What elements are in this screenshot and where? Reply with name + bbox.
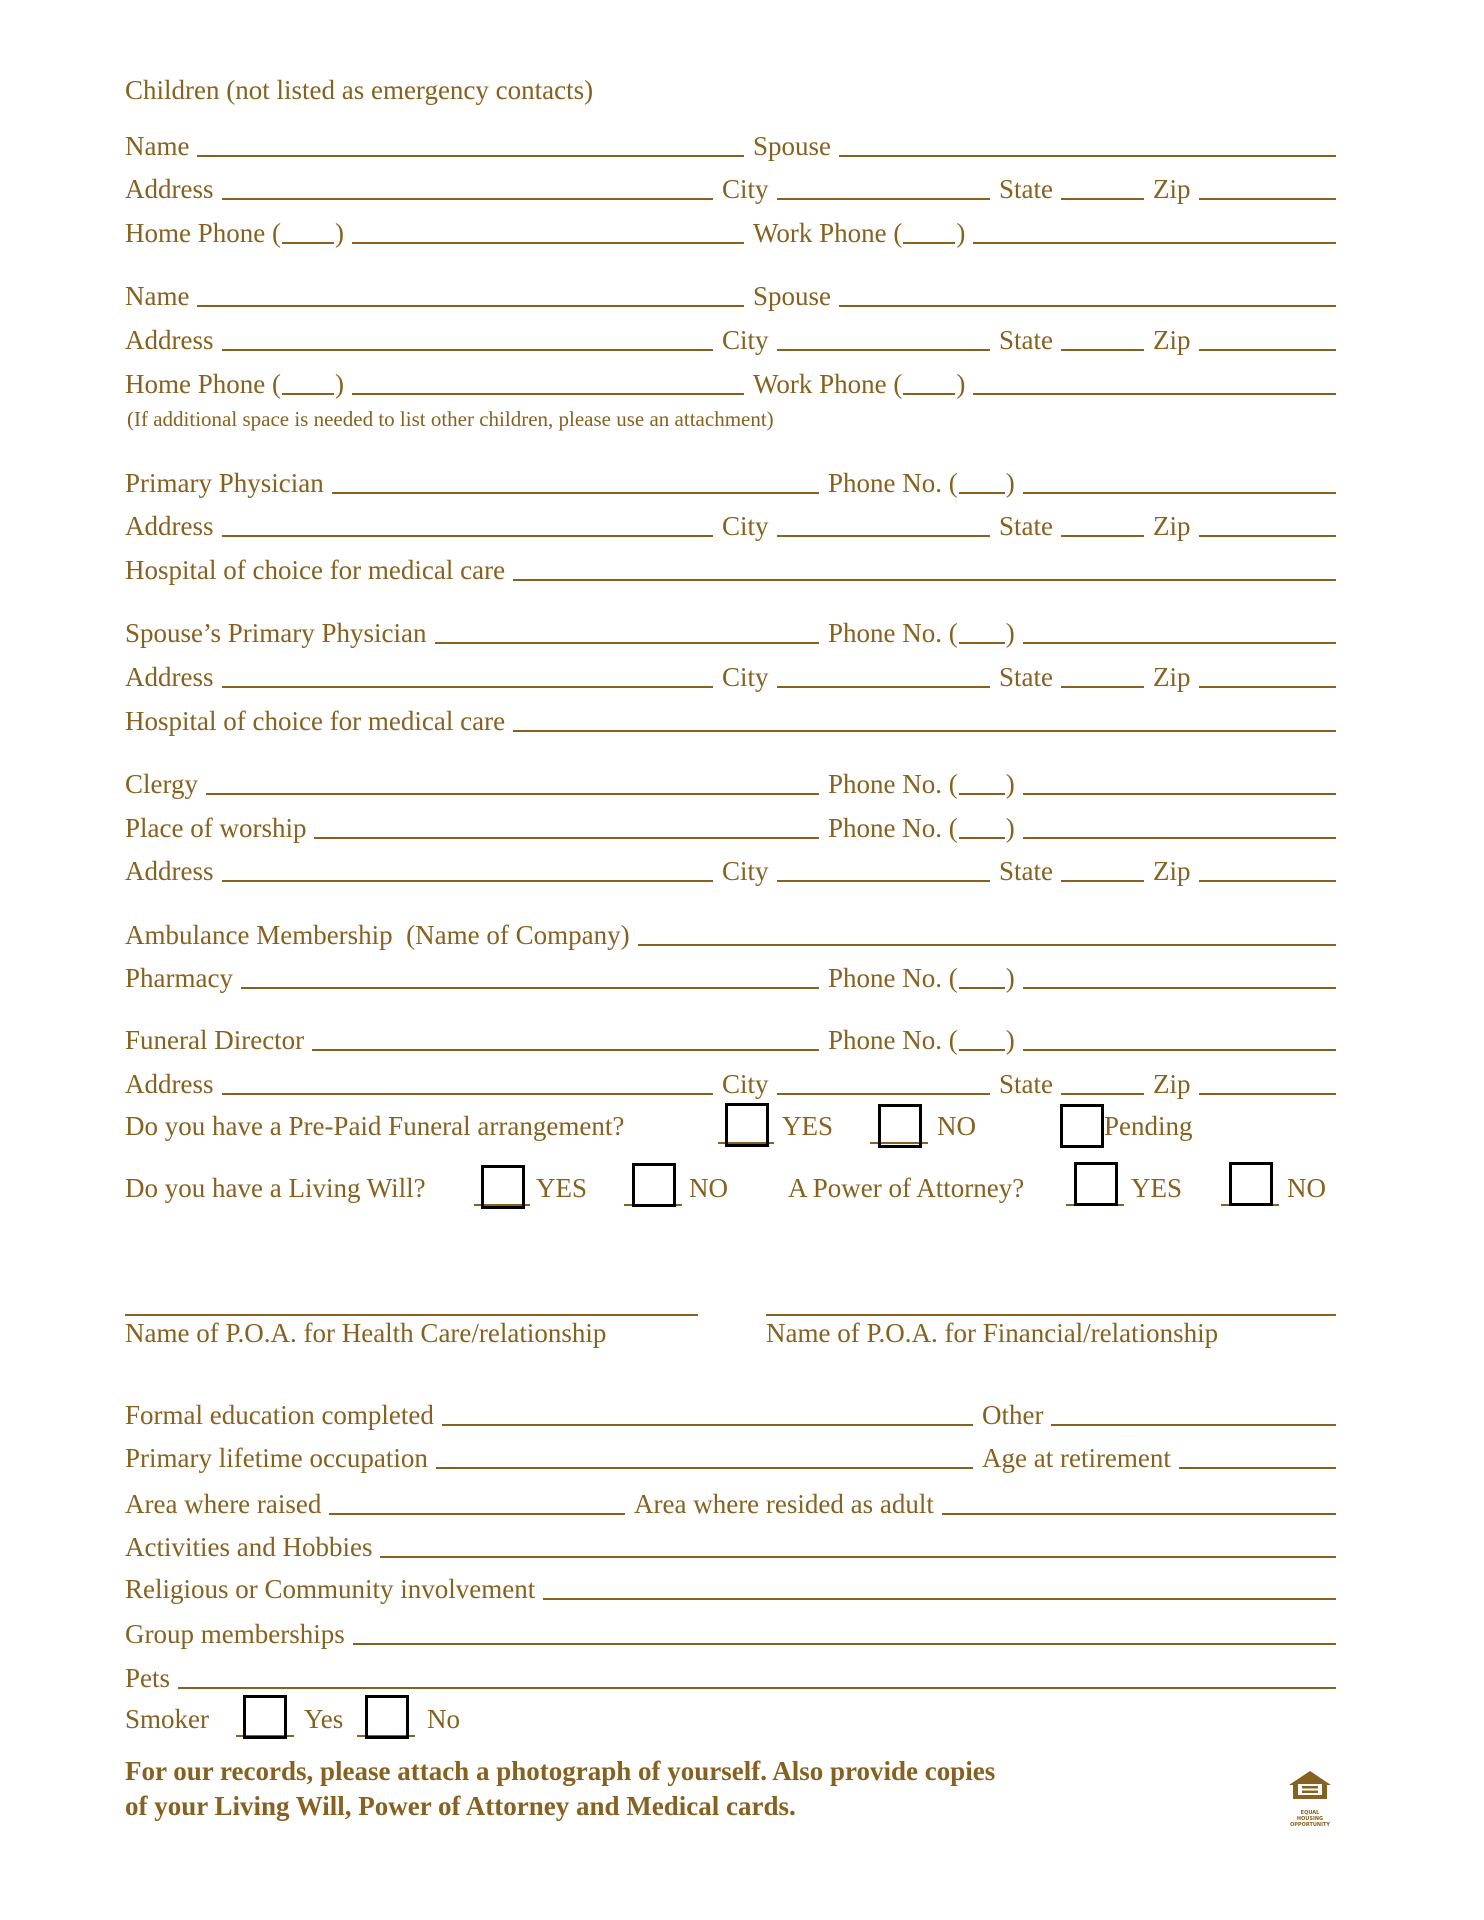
child1-zip-field[interactable] [1199,198,1337,200]
ambulance-row [125,918,1336,952]
pets-label: Pets [125,1663,171,1693]
spouse-physician-field[interactable] [435,642,820,644]
spouse-physician-phone-field[interactable] [1023,642,1336,644]
child1-address-field[interactable] [222,198,714,200]
name-label: Name [125,281,190,311]
poa-no-label: NO [1287,1173,1326,1203]
physician-phone-field[interactable] [1023,492,1336,494]
phone-no-label: Phone No. ( [828,468,958,498]
spouse-physician-label: Spouse’s Primary Physician [125,618,427,648]
city-label: City [722,662,769,692]
paren: ) [1005,468,1015,498]
living-will-no-checkbox[interactable] [632,1163,676,1207]
work-phone-label: Work Phone ( [753,218,903,248]
prepaid-pending-label: Pending [1104,1111,1193,1141]
phone-no-label: Phone No. ( [828,618,958,648]
prepaid-no-label: NO [937,1111,976,1141]
phone-no-label: Phone No. ( [828,963,958,993]
pets-field[interactable] [178,1687,1336,1689]
groups-field[interactable] [353,1643,1336,1645]
physician-row [125,466,1336,500]
ambulance-field[interactable] [638,944,1336,946]
spouse-hospital-field[interactable] [513,730,1336,732]
child1-work-phone-field[interactable] [973,242,1336,244]
physician-zip-field[interactable] [1199,535,1337,537]
groups-label: Group memberships [125,1619,345,1649]
paren: ) [1005,769,1015,799]
poa-question: A Power of Attorney? [788,1173,1025,1203]
resided-field[interactable] [942,1513,1336,1515]
zip-label: Zip [1153,174,1191,204]
funeral-address-row [125,1067,1336,1101]
smoker-label: Smoker [125,1704,209,1734]
zip-label: Zip [1153,325,1191,355]
equal-housing-icon [1287,1769,1333,1805]
paren: ) [1005,618,1015,648]
paren: ) [1005,963,1015,993]
child2-home-area-code[interactable] [282,393,334,395]
occupation-row [125,1441,1336,1475]
child1-name-field[interactable] [197,155,744,157]
worship-label: Place of worship [125,813,307,843]
child2-address-field[interactable] [222,349,714,351]
worship-state-field[interactable] [1061,880,1144,882]
worship-field[interactable] [314,837,819,839]
funeral-address-field[interactable] [222,1093,714,1095]
area-row [125,1487,1336,1521]
physician-state-field[interactable] [1061,535,1144,537]
zip-label: Zip [1153,662,1191,692]
spouse-label: Spouse [753,131,832,161]
education-field[interactable] [442,1424,973,1426]
living-will-yes-label: YES [536,1173,588,1203]
funeral-zip-field[interactable] [1199,1093,1337,1095]
spouse-physician-zip-field[interactable] [1199,686,1337,688]
child2-state-field[interactable] [1061,349,1144,351]
funeral-phone-field[interactable] [1023,1049,1336,1051]
raised-label: Area where raised [125,1489,322,1519]
religious-row [125,1572,1336,1606]
zip-label: Zip [1153,511,1191,541]
spouse-physician-state-field[interactable] [1061,686,1144,688]
prepaid-yes-checkbox[interactable] [725,1103,769,1147]
worship-phone-field[interactable] [1023,837,1336,839]
hospital-label: Hospital of choice for medical care [125,706,506,736]
child1-home-phone-field[interactable] [352,242,744,244]
funeral-state-field[interactable] [1061,1093,1144,1095]
education-label: Formal education completed [125,1400,434,1430]
clergy-phone-field[interactable] [1023,793,1336,795]
groups-row [125,1617,1336,1651]
pharmacy-row [125,961,1336,995]
address-label: Address [125,511,214,541]
poa-financial-label: Name of P.O.A. for Financial/relationship [766,1318,1219,1348]
poa-health-label: Name of P.O.A. for Health Care/relationship [125,1318,607,1348]
spouse-label: Spouse [753,281,832,311]
state-label: State [999,662,1053,692]
living-will-question: Do you have a Living Will? [125,1173,426,1203]
address-label: Address [125,1069,214,1099]
poa-yes-checkbox[interactable] [1074,1162,1118,1206]
poa-no-checkbox[interactable] [1229,1162,1273,1206]
worship-zip-field[interactable] [1199,880,1337,882]
city-label: City [722,174,769,204]
physician-area-code[interactable] [959,492,1005,494]
work-phone-label: Work Phone ( [753,369,903,399]
spouse-physician-row [125,616,1336,650]
prepaid-no-checkbox[interactable] [878,1104,922,1148]
spouse-hospital-row [125,704,1336,738]
worship-address-row [125,854,1336,888]
hospital-row [125,553,1336,587]
footer-line-1: For our records, please attach a photograph of yourself. Also provide copies [125,1756,996,1786]
child1-state-field[interactable] [1061,198,1144,200]
paren: ) [1005,1025,1015,1055]
child1-phone-row [125,216,1336,250]
other-field[interactable] [1051,1424,1336,1426]
child2-city-field[interactable] [777,349,990,351]
state-label: State [999,511,1053,541]
phone-no-label: Phone No. ( [828,813,958,843]
clergy-row [125,767,1336,801]
address-label: Address [125,325,214,355]
smoker-no-checkbox[interactable] [365,1695,409,1739]
city-label: City [722,511,769,541]
paren: ) [956,369,966,399]
physician-city-field[interactable] [777,535,990,537]
hospital-label: Hospital of choice for medical care [125,555,506,585]
worship-row [125,811,1336,845]
child2-zip-field[interactable] [1199,349,1337,351]
name-label: Name [125,131,190,161]
religious-label: Religious or Community involvement [125,1574,536,1604]
hobbies-row [125,1530,1336,1564]
phone-no-label: Phone No. ( [828,769,958,799]
primary-physician-field[interactable] [332,492,819,494]
smoker-yes-checkbox[interactable] [243,1695,287,1739]
clergy-area-code[interactable] [959,793,1005,795]
equal-housing-logo [1287,1769,1333,1828]
spouse-physician-city-field[interactable] [777,686,990,688]
address-label: Address [125,174,214,204]
occupation-label: Primary lifetime occupation [125,1443,428,1473]
state-label: State [999,1069,1053,1099]
pharmacy-label: Pharmacy [125,963,233,993]
occupation-field[interactable] [436,1467,973,1469]
religious-field[interactable] [543,1598,1336,1600]
state-label: State [999,174,1053,204]
primary-physician-label: Primary Physician [125,468,324,498]
funeral-row [125,1023,1336,1057]
child1-spouse-field[interactable] [839,155,1336,157]
spouse-physician-address-field[interactable] [222,686,714,688]
hospital-field[interactable] [513,579,1336,581]
living-will-yes-checkbox[interactable] [481,1165,525,1209]
prepaid-yes-label: YES [782,1111,834,1141]
address-label: Address [125,662,214,692]
physician-address-row [125,509,1336,543]
resided-label: Area where resided as adult [634,1489,934,1519]
smoker-no-label: No [427,1704,460,1734]
clergy-field[interactable] [206,793,819,795]
clergy-label: Clergy [125,769,198,799]
other-label: Other [982,1400,1044,1430]
child2-work-phone-field[interactable] [973,393,1336,395]
address-label: Address [125,856,214,886]
ambulance-label: Ambulance Membership (Name of Company) [125,920,630,950]
pharmacy-phone-field[interactable] [1023,987,1336,989]
child2-home-phone-field[interactable] [352,393,744,395]
child1-city-field[interactable] [777,198,990,200]
funeral-area-code[interactable] [959,1049,1005,1051]
zip-label: Zip [1153,1069,1191,1099]
home-phone-label: Home Phone ( [125,369,281,399]
retirement-age-field[interactable] [1179,1467,1336,1469]
child2-name-field[interactable] [197,305,744,307]
retirement-age-label: Age at retirement [982,1443,1171,1473]
children-note: (If additional space is needed to list other children, please use an attachment) [127,407,774,431]
funeral-city-field[interactable] [777,1093,990,1095]
home-phone-label: Home Phone ( [125,218,281,248]
child1-work-area-code[interactable] [903,242,955,244]
spouse-physician-area-code[interactable] [959,642,1005,644]
child1-name-row [125,129,1336,163]
education-row [125,1398,1336,1432]
physician-address-field[interactable] [222,535,714,537]
spouse-physician-address-row [125,660,1336,694]
poa-yes-label: YES [1131,1173,1183,1203]
smoker-yes-label: Yes [304,1704,344,1734]
child1-home-area-code[interactable] [282,242,334,244]
pharmacy-area-code[interactable] [959,987,1005,989]
funeral-director-label: Funeral Director [125,1025,305,1055]
children-heading: Children (not listed as emergency contacts) [125,75,594,105]
worship-city-field[interactable] [777,880,990,882]
zip-label: Zip [1153,856,1191,886]
state-label: State [999,325,1053,355]
city-label: City [722,856,769,886]
funeral-director-field[interactable] [312,1049,819,1051]
paren: ) [334,369,344,399]
hobbies-field[interactable] [380,1556,1336,1558]
child2-name-row [125,279,1336,313]
child2-phone-row [125,367,1336,401]
living-will-no-label: NO [689,1173,728,1203]
paren: ) [1005,813,1015,843]
city-label: City [722,325,769,355]
pharmacy-field[interactable] [241,987,819,989]
prepaid-pending-checkbox[interactable] [1060,1104,1104,1148]
paren: ) [956,218,966,248]
child1-address-row [125,172,1336,206]
child2-work-area-code[interactable] [903,393,955,395]
pets-row [125,1661,1336,1695]
hobbies-label: Activities and Hobbies [125,1532,373,1562]
worship-address-field[interactable] [222,880,714,882]
child2-spouse-field[interactable] [839,305,1336,307]
city-label: City [722,1069,769,1099]
equal-housing-text: EQUAL HOUSING OPPORTUNITY [1289,1810,1330,1828]
worship-area-code[interactable] [959,837,1005,839]
state-label: State [999,856,1053,886]
raised-field[interactable] [329,1513,625,1515]
footer-line-2: of your Living Will, Power of Attorney and Medical cards. [125,1791,796,1821]
paren: ) [334,218,344,248]
phone-no-label: Phone No. ( [828,1025,958,1055]
prepaid-question: Do you have a Pre-Paid Funeral arrangement? [125,1111,625,1141]
child2-address-row [125,323,1336,357]
